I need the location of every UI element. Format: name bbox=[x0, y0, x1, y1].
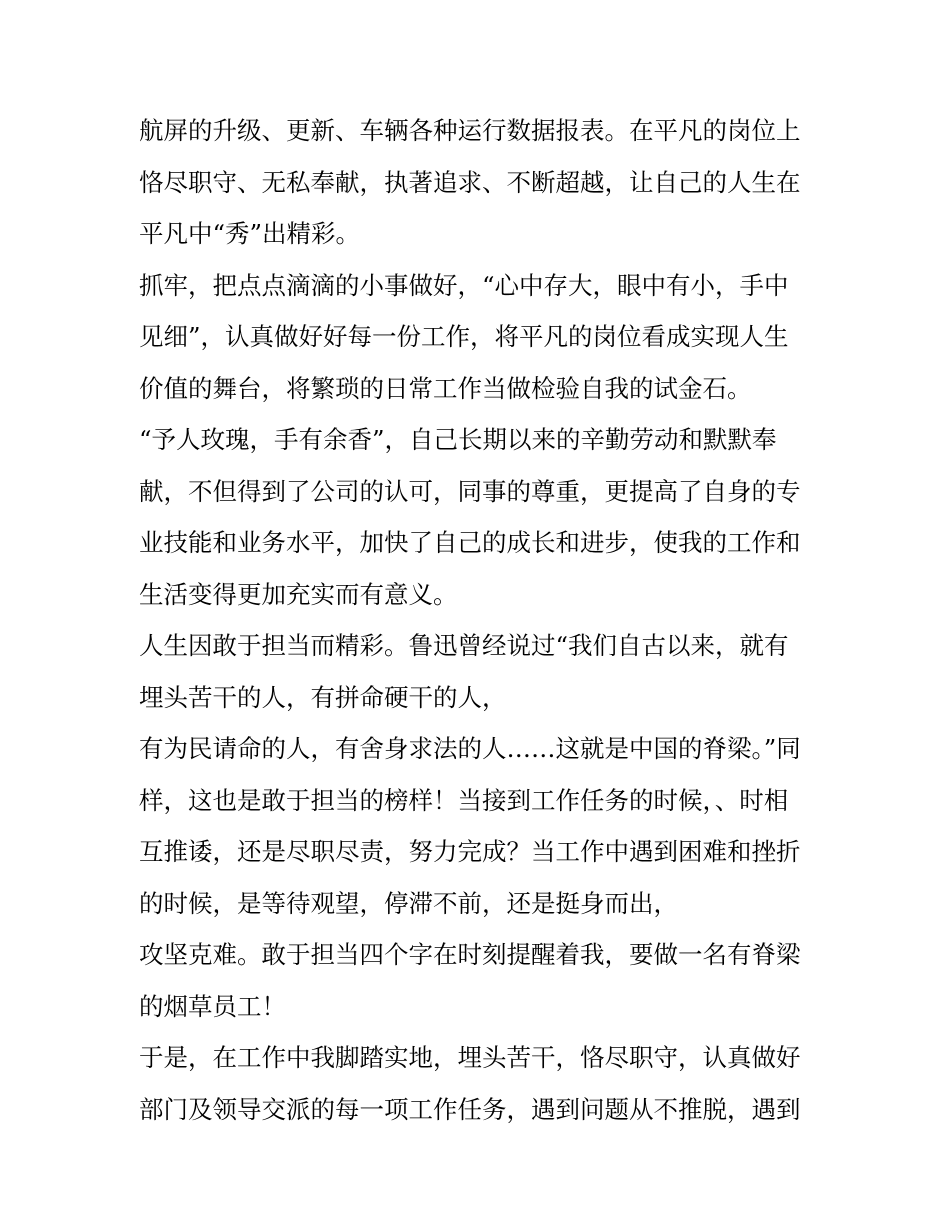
text-line-9: 业技能和业务水平，加快了自己的成长和进步，使我的工作和 bbox=[139, 528, 801, 557]
text-line-15: 互推诿，还是尽职尽责，努力完成？当工作中遇到困难和挫折 bbox=[139, 837, 801, 866]
text-line-11: 人生因敢于担当而精彩。鲁迅曾经说过“我们自古以来，就有 bbox=[139, 631, 789, 660]
text-line-5: 见细”，认真做好好每一份工作，将平凡的岗位看成实现人生 bbox=[139, 322, 789, 351]
text-line-6: 价值的舞台，将繁琐的日常工作当做检验自我的试金石。 bbox=[139, 373, 752, 403]
text-line-14: 样，这也是敢于担当的榜样！当接到工作任务的时候，、时相 bbox=[139, 785, 789, 815]
text-line-1: 航屏的升级、更新、车辆各种运行数据报表。在平凡的岗位上 bbox=[139, 116, 801, 145]
text-line-18: 的烟草员工！ bbox=[139, 991, 286, 1021]
text-line-4: 抓牢，把点点滴滴的小事做好，“心中存大，眼中有小，手中 bbox=[139, 270, 789, 300]
text-line-13: 有为民请命的人，有舍身求法的人……这就是中国的脊梁。”同 bbox=[139, 734, 801, 763]
body-text bbox=[139, 105, 829, 1135]
text-line-2: 恪尽职守、无私奉献，执著追求、不断超越，让自己的人生在 bbox=[139, 167, 801, 197]
text-line-16: 的时候，是等待观望，停滞不前，还是挺身而出， bbox=[139, 888, 678, 918]
text-line-12: 埋头苦干的人，有拼命硬干的人， bbox=[139, 682, 507, 712]
text-line-20: 部门及领导交派的每一项工作任务，遇到问题从不推脱，遇到 bbox=[139, 1094, 801, 1124]
text-line-19: 于是，在工作中我脚踏实地，埋头苦干，恪尽职守，认真做好 bbox=[139, 1043, 801, 1072]
text-line-3: 平凡中“秀”出精彩。 bbox=[139, 219, 361, 248]
text-line-7: “予人玫瑰，手有余香”，自己长期以来的辛勤劳动和默默奉 bbox=[139, 425, 777, 454]
text-line-10: 生活变得更加充实而有意义。 bbox=[139, 579, 458, 609]
text-line-8: 献，不但得到了公司的认可，同事的尊重，更提高了自身的专 bbox=[139, 476, 801, 506]
text-line-17: 攻坚克难。敢于担当四个字在时刻提醒着我，要做一名有脊梁 bbox=[139, 940, 801, 969]
